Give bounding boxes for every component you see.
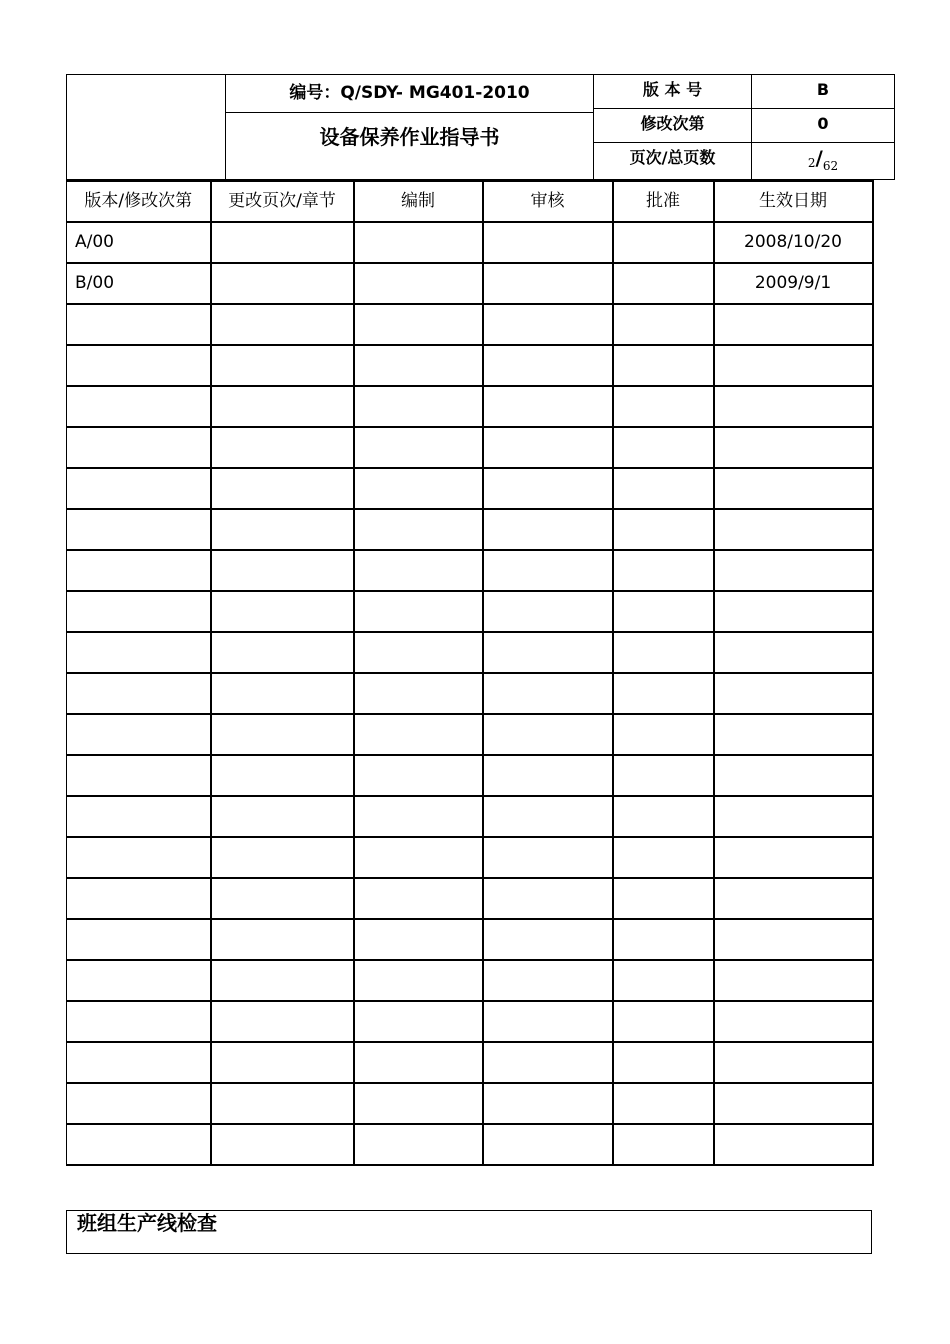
table-row (67, 222, 873, 263)
header-label-column (593, 75, 752, 179)
table-cell (714, 386, 873, 427)
table-cell (483, 386, 613, 427)
table-cell (211, 837, 354, 878)
table-cell (354, 837, 483, 878)
table-cell (354, 960, 483, 1001)
table-cell (613, 919, 714, 960)
revision-label: 修改次第 (594, 109, 751, 143)
column-header: 生效日期 (714, 181, 873, 222)
table-row (67, 673, 873, 714)
table-cell (613, 960, 714, 1001)
table-cell (211, 796, 354, 837)
table-cell (714, 550, 873, 591)
table-row (67, 755, 873, 796)
table-cell (67, 796, 211, 837)
table-cell (483, 755, 613, 796)
revision-value: 0 (752, 109, 894, 143)
table-row (67, 1083, 873, 1124)
document-title: 设备保养作业指导书 (319, 125, 500, 149)
page-current: 2 (807, 156, 816, 170)
table-cell (483, 509, 613, 550)
version-label: 版 本 号 (594, 75, 751, 109)
table-cell (211, 591, 354, 632)
table-cell (67, 837, 211, 878)
table-row (67, 591, 873, 632)
table-cell (354, 919, 483, 960)
table-row (67, 714, 873, 755)
table-cell (613, 837, 714, 878)
logo-cell (67, 75, 226, 179)
table-cell (211, 919, 354, 960)
table-cell (67, 673, 211, 714)
table-cell (354, 632, 483, 673)
table-cell (211, 468, 354, 509)
table-row (67, 427, 873, 468)
table-cell (354, 878, 483, 919)
table-cell (613, 345, 714, 386)
table-cell (613, 304, 714, 345)
table-cell (211, 1083, 354, 1124)
table-cell (211, 222, 354, 263)
table-cell: A/00 (67, 222, 211, 263)
table-row (67, 468, 873, 509)
table-cell (483, 919, 613, 960)
table-cell (714, 591, 873, 632)
table-cell (354, 1042, 483, 1083)
table-cell (354, 714, 483, 755)
table-cell (483, 550, 613, 591)
table-cell (483, 427, 613, 468)
table-cell (67, 632, 211, 673)
table-cell (354, 1001, 483, 1042)
table-cell (483, 222, 613, 263)
version-value: B (752, 75, 894, 109)
revision-history-table (66, 180, 874, 1166)
table-cell (354, 427, 483, 468)
table-cell (67, 1124, 211, 1165)
table-cell (483, 1042, 613, 1083)
table-cell (613, 714, 714, 755)
table-cell (714, 427, 873, 468)
table-cell (67, 960, 211, 1001)
table-cell (483, 632, 613, 673)
table-cell (483, 1083, 613, 1124)
table-cell (67, 304, 211, 345)
table-cell (483, 591, 613, 632)
table-cell (67, 878, 211, 919)
table-cell (211, 427, 354, 468)
column-header: 编制 (354, 181, 483, 222)
table-cell (483, 1001, 613, 1042)
table-cell (613, 427, 714, 468)
table-row (67, 796, 873, 837)
table-cell (613, 1001, 714, 1042)
table-cell (714, 1042, 873, 1083)
table-row (67, 632, 873, 673)
table-cell: 2009/9/1 (714, 263, 873, 304)
table-cell (354, 345, 483, 386)
column-header: 更改页次/章节 (211, 181, 354, 222)
table-row (67, 263, 873, 304)
table-cell (354, 1083, 483, 1124)
table-cell (67, 919, 211, 960)
table-row (67, 960, 873, 1001)
table-cell (613, 1042, 714, 1083)
table-cell (354, 591, 483, 632)
table-cell (211, 673, 354, 714)
table-cell (354, 263, 483, 304)
table-cell (714, 345, 873, 386)
page-label: 页次/总页数 (629, 148, 716, 167)
table-cell (613, 878, 714, 919)
table-cell (483, 345, 613, 386)
table-row (67, 509, 873, 550)
table-cell (354, 222, 483, 263)
table-cell (211, 1124, 354, 1165)
table-cell (211, 386, 354, 427)
table-row (67, 550, 873, 591)
table-cell (714, 632, 873, 673)
table-row (67, 386, 873, 427)
table-cell: 2008/10/20 (714, 222, 873, 263)
document-code: 编号：Q/SDY- MG401-2010 (226, 75, 593, 113)
table-row (67, 345, 873, 386)
table-cell (714, 509, 873, 550)
table-cell (211, 960, 354, 1001)
table-cell (483, 837, 613, 878)
column-header: 审核 (483, 181, 613, 222)
table-cell (354, 755, 483, 796)
table-cell (211, 714, 354, 755)
table-cell (67, 591, 211, 632)
table-row (67, 304, 873, 345)
table-cell (67, 755, 211, 796)
table-cell (211, 878, 354, 919)
inspection-section (66, 1210, 872, 1254)
table-cell: B/00 (67, 263, 211, 304)
table-cell (211, 263, 354, 304)
table-cell (613, 222, 714, 263)
table-cell (714, 878, 873, 919)
table-cell (483, 673, 613, 714)
table-cell (613, 550, 714, 591)
header-value-column (752, 75, 894, 179)
table-cell (211, 755, 354, 796)
column-header: 版本/修改次第 (67, 181, 211, 222)
table-cell (354, 796, 483, 837)
table-cell (714, 673, 873, 714)
table-cell (67, 550, 211, 591)
table-cell (483, 304, 613, 345)
table-cell (483, 796, 613, 837)
table-cell (613, 263, 714, 304)
table-cell (483, 263, 613, 304)
table-cell (354, 386, 483, 427)
table-cell (67, 714, 211, 755)
table-cell (211, 1042, 354, 1083)
table-cell (714, 468, 873, 509)
table-cell (483, 468, 613, 509)
table-cell (714, 1124, 873, 1165)
table-row (67, 878, 873, 919)
table-cell (211, 304, 354, 345)
table-cell (211, 550, 354, 591)
table-cell (67, 1042, 211, 1083)
column-header: 批准 (613, 181, 714, 222)
page-separator: / (815, 146, 823, 170)
table-cell (354, 550, 483, 591)
table-cell (211, 345, 354, 386)
table-cell (613, 591, 714, 632)
table-cell (714, 796, 873, 837)
table-cell (613, 632, 714, 673)
table-cell (67, 509, 211, 550)
table-cell (613, 796, 714, 837)
table-cell (67, 1083, 211, 1124)
table-cell (211, 632, 354, 673)
table-cell (714, 837, 873, 878)
table-row (67, 919, 873, 960)
table-cell (67, 1001, 211, 1042)
document-header (66, 74, 895, 180)
table-cell (613, 386, 714, 427)
table-cell (613, 1124, 714, 1165)
table-row (67, 1042, 873, 1083)
section-title: 班组生产线检查 (77, 1211, 217, 1235)
table-cell (354, 673, 483, 714)
table-cell (613, 468, 714, 509)
table-cell (714, 755, 873, 796)
table-cell (354, 468, 483, 509)
table-cell (714, 1001, 873, 1042)
table-cell (613, 509, 714, 550)
page-total: 62 (822, 159, 839, 173)
page-value (752, 143, 894, 179)
table-cell (67, 468, 211, 509)
table-cell (613, 673, 714, 714)
table-cell (483, 714, 613, 755)
table-row (67, 1001, 873, 1042)
table-cell (211, 1001, 354, 1042)
table-cell (483, 878, 613, 919)
table-cell (613, 1083, 714, 1124)
table-cell (354, 304, 483, 345)
table-header-row (67, 181, 873, 222)
table-cell (483, 1124, 613, 1165)
table-row (67, 837, 873, 878)
table-cell (67, 386, 211, 427)
table-cell (714, 919, 873, 960)
table-cell (67, 345, 211, 386)
table-cell (354, 509, 483, 550)
table-cell (613, 755, 714, 796)
table-cell (714, 304, 873, 345)
table-row (67, 1124, 873, 1165)
table-cell (67, 427, 211, 468)
table-cell (483, 960, 613, 1001)
table-cell (714, 960, 873, 1001)
table-cell (354, 1124, 483, 1165)
table-cell (714, 1083, 873, 1124)
table-cell (211, 509, 354, 550)
table-cell (714, 714, 873, 755)
